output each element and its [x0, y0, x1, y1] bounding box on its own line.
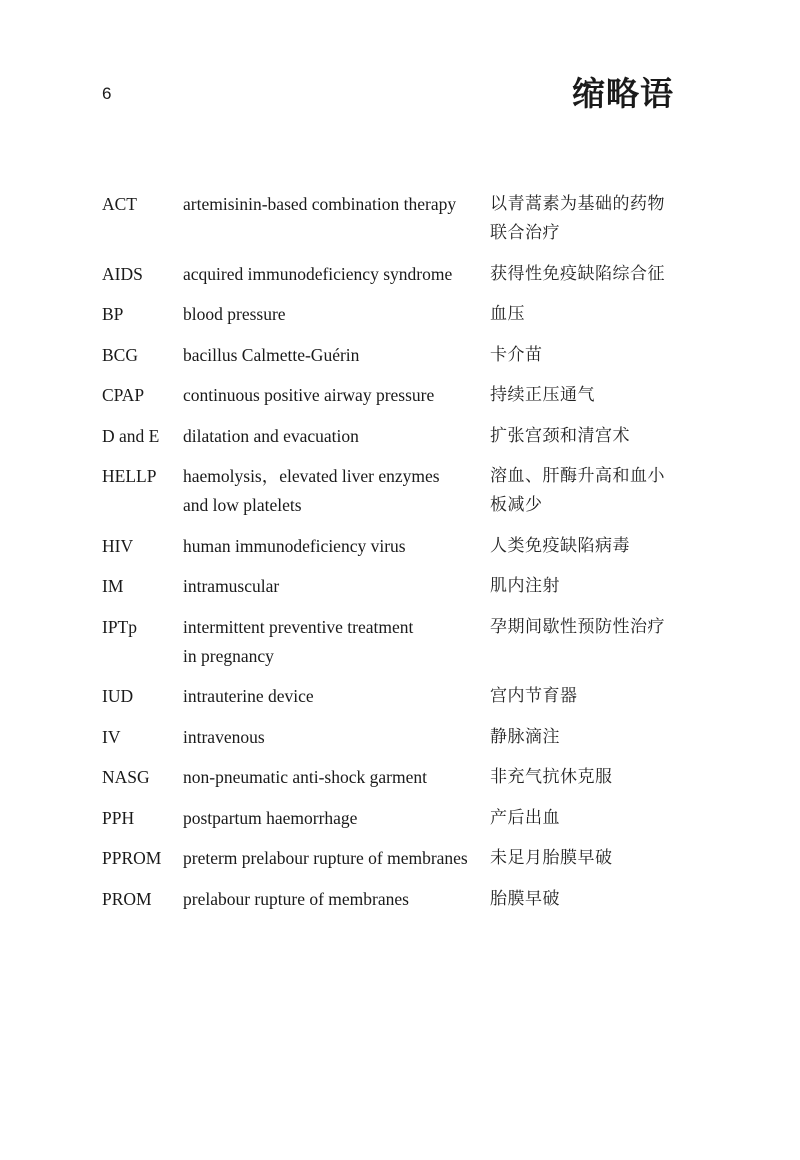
abbreviation-term: BP: [102, 304, 124, 324]
page-title: 缩略语: [572, 74, 674, 113]
abbreviation-term: PROM: [102, 888, 152, 909]
chinese-translation: 溶血、肝酶升高和血小 板减少: [490, 466, 665, 515]
abbreviation-row: [102, 462, 692, 520]
abbreviation-row: [102, 723, 692, 752]
english-expansion: haemolysis，elevated liver enzymes and low platelets: [183, 466, 440, 515]
abbreviation-row: [102, 572, 692, 601]
chinese-translation: 未足月胎膜早破: [490, 848, 613, 868]
abbreviation-term: IM: [102, 576, 124, 596]
abbreviation-row: [102, 763, 692, 792]
abbreviation-row: [102, 190, 692, 248]
english-expansion: postpartum haemorrhage: [183, 807, 358, 828]
abbreviation-row: [102, 532, 692, 561]
chinese-translation: 产后出血: [490, 807, 560, 828]
abbreviation-term: BCG: [102, 344, 138, 365]
abbreviation-row: [102, 682, 692, 711]
abbreviation-row: [102, 613, 692, 671]
chinese-translation: 以青蒿素为基础的药物 联合治疗: [490, 194, 665, 243]
english-expansion: intramuscular: [183, 576, 280, 596]
abbreviation-term: PPH: [102, 807, 135, 828]
chinese-translation: 胎膜早破: [490, 888, 560, 909]
abbreviation-row: [102, 381, 692, 410]
abbreviation-term: HELLP: [102, 466, 157, 486]
chinese-translation: 肌内注射: [490, 576, 560, 596]
abbreviation-term: ACT: [102, 194, 137, 214]
chinese-translation: 扩张宫颈和清宫术: [490, 425, 630, 446]
chinese-translation: 静脉滴注: [490, 726, 560, 747]
chinese-translation: 血压: [490, 304, 525, 324]
abbreviation-row: [102, 422, 692, 451]
abbreviation-row: [102, 804, 692, 833]
chinese-translation: 人类免疫缺陷病毒: [490, 535, 630, 556]
chinese-translation: 非充气抗休克服: [490, 767, 613, 787]
english-expansion: intermittent preventive treatment in pregnancy: [183, 616, 414, 666]
english-expansion: continuous positive airway pressure: [183, 385, 435, 405]
chinese-translation: 宫内节育器: [490, 686, 578, 706]
abbreviation-row: [102, 844, 692, 873]
english-expansion: prelabour rupture of membranes: [183, 888, 409, 909]
abbreviation-term: D and E: [102, 425, 160, 446]
english-expansion: intrauterine device: [183, 686, 314, 706]
abbreviation-term: CPAP: [102, 385, 145, 405]
english-expansion: non-pneumatic anti-shock garment: [183, 767, 427, 787]
english-expansion: preterm prelabour rupture of membranes: [183, 848, 468, 868]
abbreviation-term: IUD: [102, 686, 134, 706]
page-number: 6: [102, 84, 112, 103]
english-expansion: dilatation and evacuation: [183, 425, 359, 446]
abbreviation-term: IV: [102, 726, 121, 747]
english-expansion: human immunodeficiency virus: [183, 535, 406, 556]
abbreviation-row: [102, 341, 692, 370]
abbreviation-term: PPROM: [102, 848, 162, 868]
english-expansion: bacillus Calmette-Guérin: [183, 344, 360, 365]
english-expansion: artemisinin-based combination therapy: [183, 194, 457, 214]
abbreviation-term: IPTp: [102, 616, 137, 637]
english-expansion: acquired immunodeficiency syndrome: [183, 263, 453, 284]
abbreviation-term: AIDS: [102, 263, 143, 284]
chinese-translation: 孕期间歇性预防性治疗: [490, 616, 665, 637]
abbreviation-row: [102, 885, 692, 914]
english-expansion: blood pressure: [183, 304, 286, 324]
abbreviation-term: NASG: [102, 767, 150, 787]
chinese-translation: 持续正压通气: [490, 385, 595, 405]
abbreviation-row: [102, 300, 692, 329]
chinese-translation: 获得性免疫缺陷综合征: [490, 263, 665, 284]
english-expansion: intravenous: [183, 726, 265, 747]
abbreviation-list: [102, 190, 692, 925]
abbreviation-row: [102, 260, 692, 289]
chinese-translation: 卡介苗: [490, 344, 543, 365]
abbreviation-term: HIV: [102, 535, 134, 556]
